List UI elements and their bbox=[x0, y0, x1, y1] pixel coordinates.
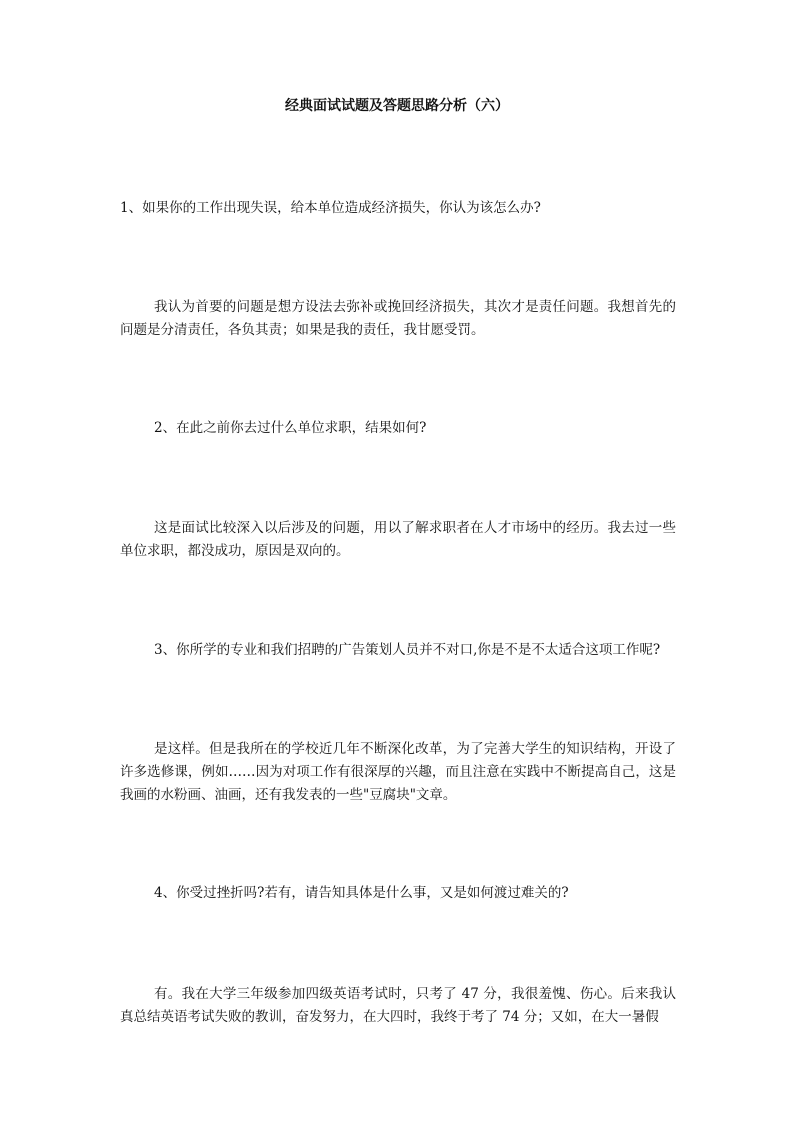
answer-3: 是这样。但是我所在的学校近几年不断深化改革，为了完善大学生的知识结构，开设了许多选修课，例如……因为对项工作有很深厚的兴趣，而且注意在实践中不断提高自己，这是我画的水粉画、油画，还有我发表的一些"豆腐块"文章。 bbox=[120, 741, 676, 803]
answer-2: 这是面试比较深入以后涉及的问题，用以了解求职者在人才市场中的经历。我去过一些单位求职，都没成功，原因是双向的。 bbox=[120, 520, 676, 559]
question-2: 2、在此之前你去过什么单位求职，结果如何? bbox=[154, 420, 427, 436]
document-title: 经典面试试题及答题思路分析（六） bbox=[285, 98, 509, 114]
question-1: 1、如果你的工作出现失误，给本单位造成经济损失，你认为该怎么办? bbox=[120, 200, 541, 216]
answer-4: 有。我在大学三年级参加四级英语考试时，只考了 47 分，我很羞愧、伤心。后来我认真总结英语考试失败的教训，奋发努力，在大四时，我终于考了 74 分；又如，在大一暑假 bbox=[120, 986, 676, 1025]
question-3: 3、你所学的专业和我们招聘的广告策划人员并不对口,你是不是不太适合这项工作呢? bbox=[154, 642, 661, 658]
answer-1: 我认为首要的问题是想方设法去弥补或挽回经济损失，其次才是责任问题。我想首先的问题是分清责任，各负其责；如果是我的责任，我甘愿受罚。 bbox=[120, 299, 676, 338]
question-4: 4、你受过挫折吗?若有，请告知具体是什么事，又是如何渡过难关的? bbox=[154, 885, 569, 901]
